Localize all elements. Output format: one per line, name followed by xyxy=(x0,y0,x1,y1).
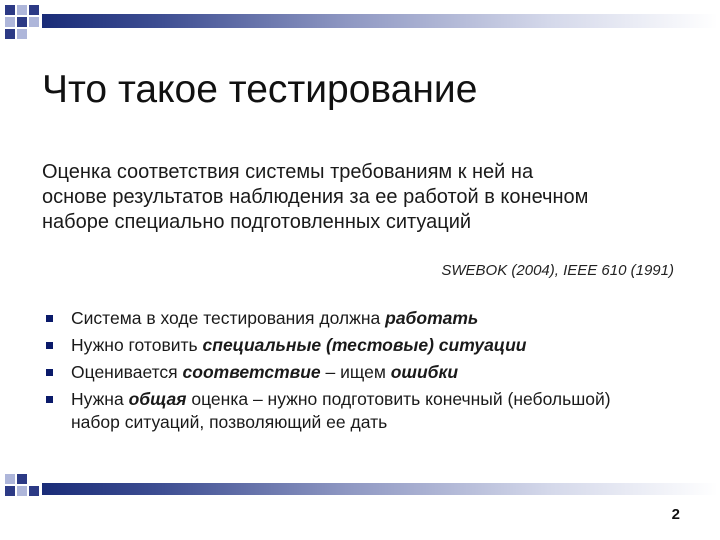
square-bullet-icon xyxy=(46,396,53,403)
square-bullet-icon xyxy=(46,315,53,322)
square-bullet-icon xyxy=(46,369,53,376)
decor-square xyxy=(17,486,27,496)
definition-text: Оценка соответствия системы требованиям к ней на основе результатов наблюдения за ее работой в конечном наборе специально подготовленных ситуаций xyxy=(42,161,589,233)
bullet-emphasis: общая xyxy=(128,389,187,409)
decor-square xyxy=(17,474,27,484)
bullet-segment: Нужно готовить xyxy=(71,335,203,355)
bullet-emphasis: соответствие xyxy=(182,362,321,382)
top-gradient-bar xyxy=(42,14,718,28)
square-bullet-icon xyxy=(46,342,53,349)
slide-title: Что такое тестирование xyxy=(42,68,478,111)
decor-square xyxy=(5,5,15,15)
decor-square xyxy=(5,17,15,27)
decor-square xyxy=(17,17,27,27)
bullet-segment: оценка – нужно подготовить конечный (небольшой) набор ситуаций, позволяющий ее дать xyxy=(71,389,611,432)
bullet-emphasis: ошибки xyxy=(390,362,459,382)
bullet-text xyxy=(71,308,478,328)
bullet-text xyxy=(71,389,611,432)
bullet-segment: – ищем xyxy=(320,362,391,382)
decor-square xyxy=(29,486,39,496)
bullet-item xyxy=(46,334,626,357)
citation: SWEBOK (2004), IEEE 610 (1991) xyxy=(441,262,674,279)
decor-square xyxy=(29,5,39,15)
decor-square xyxy=(29,17,39,27)
bullet-emphasis: работать xyxy=(385,308,479,328)
bullet-text xyxy=(71,362,458,382)
bullet-item xyxy=(46,307,626,330)
bullet-segment: Нужна xyxy=(71,389,129,409)
bullet-text xyxy=(71,335,527,355)
decor-square xyxy=(17,5,27,15)
decor-square xyxy=(5,486,15,496)
bottom-gradient-bar xyxy=(42,483,718,495)
page-number: 2 xyxy=(671,506,680,523)
decor-square xyxy=(17,29,27,39)
bullet-segment: Система в ходе тестирования должна xyxy=(71,308,386,328)
decor-square xyxy=(5,474,15,484)
bullet-item xyxy=(46,388,626,434)
bullet-list xyxy=(46,307,626,438)
bullet-segment: Оценивается xyxy=(71,362,183,382)
decor-square xyxy=(5,29,15,39)
bullet-emphasis: специальные (тестовые) ситуации xyxy=(202,335,527,355)
bullet-item xyxy=(46,361,626,384)
